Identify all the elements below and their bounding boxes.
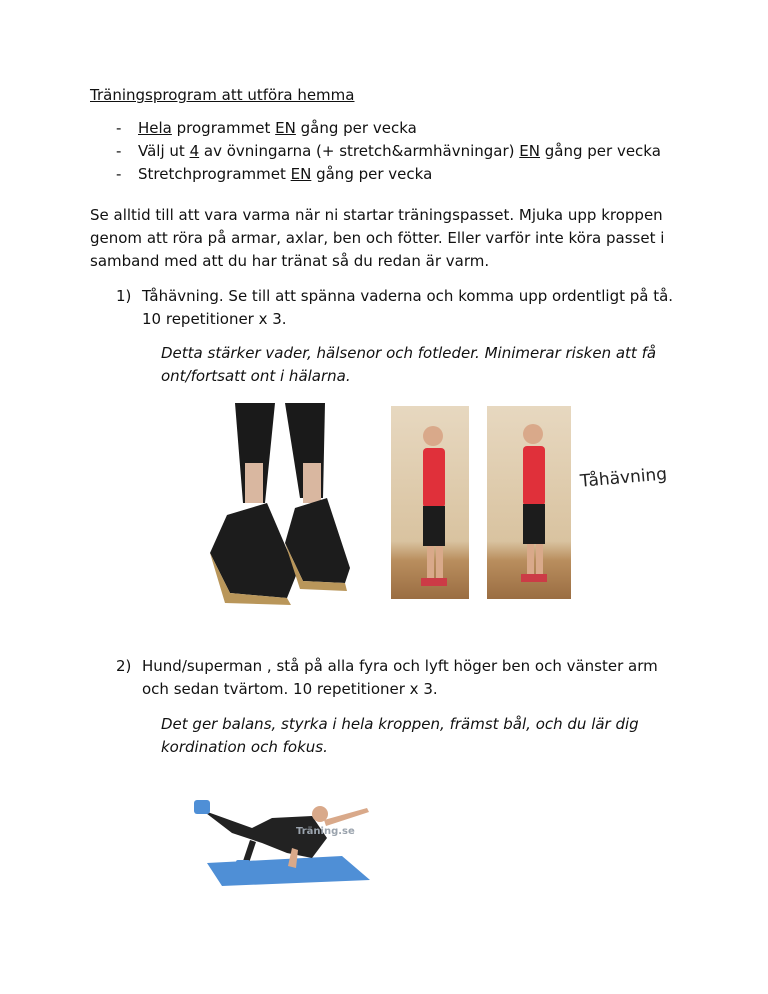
bullet-item <box>116 163 661 186</box>
bullet-list <box>116 117 661 186</box>
exercise-text: Hund/superman , stå på alla fyra och lyft höger ben och vänster arm och sedan tvärtom. 10 repetitioner x 3. <box>142 657 658 698</box>
bullet-text-part: Stretchprogrammet <box>138 165 291 183</box>
bullet-dash: - <box>116 142 122 160</box>
bullet-text-part: av övningarna (+ stretch&armhävningar) <box>199 142 520 160</box>
bullet-item <box>116 140 661 163</box>
exercise-2-note: Det ger balans, styrka i hela kroppen, främst bål, och du lär dig kordination och fokus. <box>161 715 639 756</box>
image-caption: Tåhävning <box>579 464 668 492</box>
bullet-text-part: gång per vecka <box>295 119 417 137</box>
calf-raise-shoes-image <box>205 403 355 608</box>
bullet-text <box>138 165 432 183</box>
exercise-text: Tåhävning. Se till att spänna vaderna och komma upp ordentligt på tå. 10 repetitioner x 3. <box>142 287 674 328</box>
page-title: Träningsprogram att utföra hemma <box>90 86 355 104</box>
bullet-dash: - <box>116 119 122 137</box>
exercise-number: 2) <box>116 657 132 675</box>
emphasis-text: EN <box>519 142 540 160</box>
emphasis-text: Hela <box>138 119 172 137</box>
calf-raise-photo-2 <box>487 406 571 599</box>
intro-paragraph: Se alltid till att vara varma när ni startar träningspasset. Mjuka upp kroppen genom att röra på armar, axlar, ben och fötter. Eller varför inte köra passet i samband med att du har tränat så du redan är varm. <box>90 206 665 270</box>
bullet-text <box>138 119 417 137</box>
image-watermark: Träning.se <box>296 826 355 837</box>
person-figure <box>391 406 469 599</box>
bullet-text-part: Välj ut <box>138 142 190 160</box>
emphasis-text: 4 <box>189 142 200 160</box>
bullet-item <box>116 117 661 140</box>
person-figure <box>487 406 571 599</box>
exercise-number: 1) <box>116 287 132 305</box>
bullet-text-part: gång per vecka <box>539 142 661 160</box>
exercise-1-note: Detta stärker vader, hälsenor och fotleder. Minimerar risken att få ont/fortsatt ont i hälarna. <box>161 344 657 385</box>
bullet-text-part: gång per vecka <box>311 165 433 183</box>
bullet-dash: - <box>116 165 122 183</box>
bullet-text <box>138 142 661 160</box>
superman-exercise-image <box>192 798 382 886</box>
superman-illustration <box>192 798 382 886</box>
bullet-text-part: programmet <box>171 119 276 137</box>
shoes-illustration <box>205 403 355 608</box>
emphasis-text: EN <box>275 119 296 137</box>
calf-raise-photo-1 <box>391 406 469 599</box>
emphasis-text: EN <box>290 165 312 183</box>
